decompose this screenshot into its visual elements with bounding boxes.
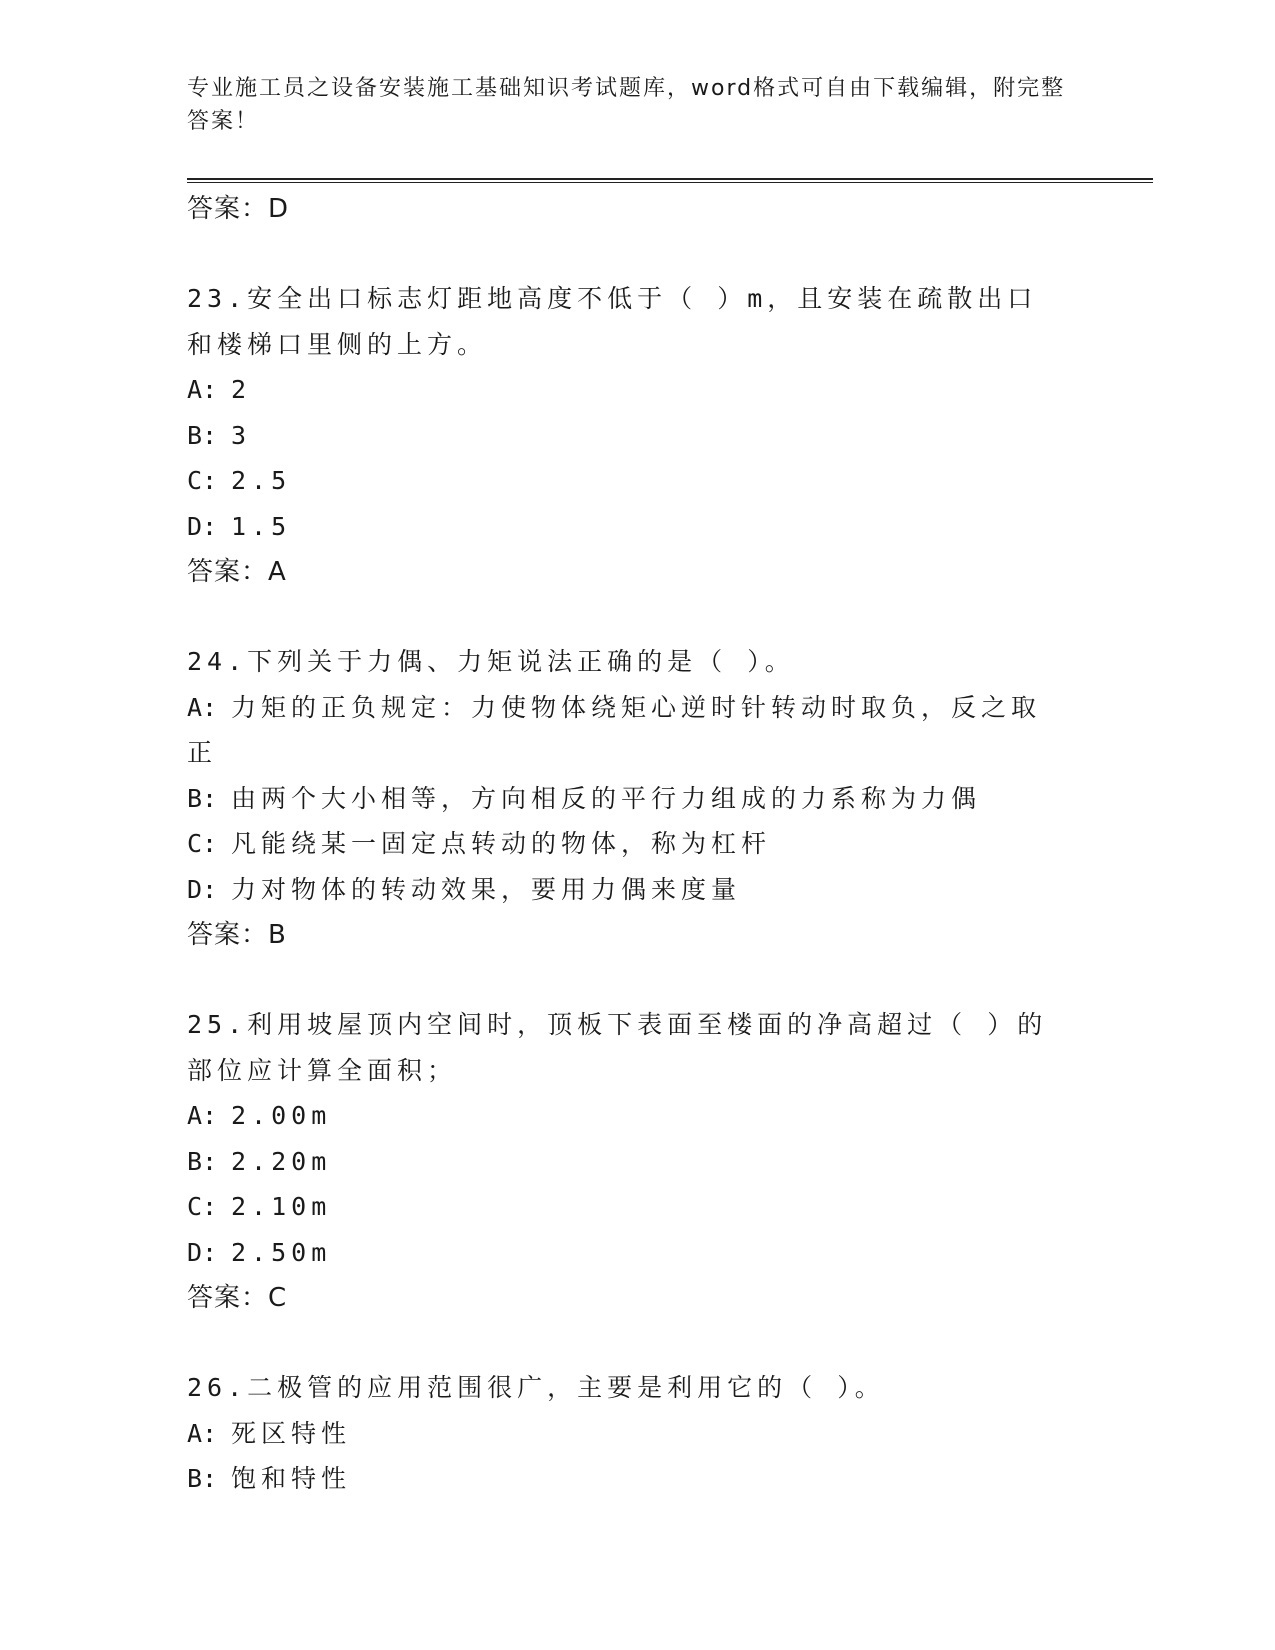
option-d (187, 504, 1067, 550)
option-text: 饱和特性 (231, 1464, 352, 1493)
option-b (187, 1139, 1067, 1185)
option-b (187, 776, 1067, 822)
leading-answer (187, 186, 1067, 232)
document-header: 专业施工员之设备安装施工基础知识考试题库，word格式可自由下载编辑，附完整答案！ (187, 76, 1066, 134)
option-label: A: (187, 375, 218, 404)
option-text: 2.10m (231, 1192, 332, 1221)
answer-label: 答案： (187, 557, 269, 587)
option-label: C: (187, 1192, 218, 1221)
option-b (187, 413, 1067, 459)
option-label: A: (187, 1418, 218, 1448)
option-d (187, 867, 1067, 913)
answer-label: 答案： (187, 194, 269, 224)
option-text: 力矩的正负规定：力使物体绕矩心逆时针转动时取负，反之取正 (187, 692, 1042, 767)
option-text: 力对物体的转动效果，要用力偶来度量 (231, 874, 742, 904)
question-stem: 26.二极管的应用范围很广，主要是利用它的（ ）。 (187, 1373, 885, 1402)
header-divider (187, 178, 1153, 183)
option-text: 由两个大小相等，方向相反的平行力组成的力系称为力偶 (231, 783, 982, 813)
option-a (187, 367, 1067, 413)
option-text: 凡能绕某一固定点转动的物体，称为杠杆 (231, 829, 772, 858)
question-stem: 25.利用坡屋顶内空间时，顶板下表面至楼面的净高超过（ ）的部位应计算全面积； (187, 1010, 1048, 1085)
option-label: C: (187, 466, 218, 495)
answer-value: C (268, 1283, 288, 1313)
option-c (187, 458, 1067, 504)
question-list (187, 186, 1067, 1502)
question-23 (187, 276, 1067, 595)
option-c (187, 1184, 1067, 1230)
option-label: B: (187, 420, 218, 450)
question-answer (187, 1275, 1067, 1321)
option-text: 2.00m (231, 1101, 332, 1130)
option-label: B: (187, 783, 218, 813)
option-text: 3 (231, 420, 252, 450)
option-text: 2.50m (231, 1237, 332, 1267)
question-26 (187, 1365, 1067, 1502)
answer-label: 答案： (187, 1283, 269, 1313)
option-label: A: (187, 1101, 218, 1130)
option-label: D: (187, 874, 218, 904)
answer-value: A (268, 557, 287, 587)
option-a (187, 685, 1067, 776)
question-stem: 23.安全出口标志灯距地高度不低于（ ）m，且安装在疏散出口和楼梯口里侧的上方。 (187, 284, 1038, 359)
question-answer (187, 549, 1067, 595)
document-page (187, 0, 1147, 1650)
option-a (187, 1093, 1067, 1139)
answer-label: 答案： (187, 920, 269, 950)
option-text: 2.5 (231, 466, 292, 495)
option-c (187, 821, 1067, 867)
option-label: B: (187, 1146, 218, 1176)
answer-value: B (268, 920, 287, 950)
option-a (187, 1411, 1067, 1457)
question-24 (187, 639, 1067, 958)
answer-value: D (268, 194, 290, 224)
question-25 (187, 1002, 1067, 1321)
option-text: 2.20m (231, 1146, 332, 1176)
option-text: 1.5 (231, 511, 292, 541)
option-label: D: (187, 1237, 218, 1267)
option-b (187, 1456, 1067, 1502)
question-answer (187, 912, 1067, 958)
option-label: D: (187, 511, 218, 541)
option-label: C: (187, 829, 218, 858)
question-stem: 24.下列关于力偶、力矩说法正确的是（ ）。 (187, 647, 795, 676)
option-label: A: (187, 692, 218, 722)
option-d (187, 1230, 1067, 1276)
option-text: 2 (231, 375, 252, 404)
option-text: 死区特性 (231, 1418, 352, 1448)
option-label: B: (187, 1464, 218, 1493)
